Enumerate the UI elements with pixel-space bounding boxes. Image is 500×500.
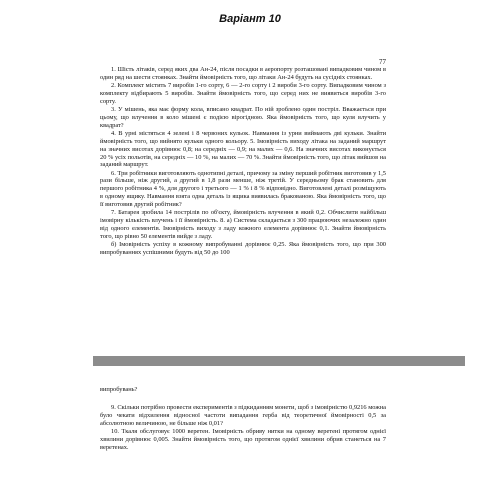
problem-7-8a: 7. Батарея зробила 14 пострілів по об'єкту, ймовірність влучення в який 0,2. Обчислити найбільш імовірну кількість влучень і її ймовірність. 8. а) Система складається з 300 працюючих незалежно один від одного елементів. Імовірність виходу з ладу кожного елемента дорівнює 0,1. Знайти ймовірність того, що рівно 50 елементів вийде з ладу. — [100, 209, 386, 240]
problem-9: 9. Скільки потрібно провести експериментів з підкиданням монети, щоб з імовірністю 0,9216 можна було чекати відхилення відносної частоти випадання герба від теоретичної ймовірності 0,5 за абсолютною величиною, не більше ніж 0,01? — [100, 403, 386, 427]
problem-3: 3. У мішень, яка має форму кола, вписано квадрат. По ній зроблено один постріл. Вважається при цьому, що влучення в коло мішені є подією вірогідною. Яка ймовірність того, що куля влучить у квадрат? — [100, 105, 386, 129]
problem-2: 2. Комплект містить 7 виробів 1-го сорту, 6 — 2-го сорту і 2 вироби 3-го сорту. Випадковим чином з комплекту відбирають 5 виробів. Знайти ймовірність того, що серед них не виявиться виробів 3-го сорту. — [100, 82, 386, 105]
problem-4-5: 4. В урні містяться 4 зелені і 8 червоних кульок. Навмання із урни виймають дві кульки. Знайти ймовірність того, що вийнято кульки одного кольору. 5. Імовірність виходу літака на заданий маршрут на значних висотах дорівнює 0,8; на середніх — 0,9; на малих — 0,6. На значних висотах виконується 20 % усіх польотів, на середніх — 10 %, на малих — 70 %. Знайти ймовірність того, що літак вийшов на заданий маршрут. — [100, 129, 386, 169]
problem-10: 10. Ткаля обслуговує 1000 веретен. Імовірність обриву нитки на одному веретені протягом однієї хвилини дорівнює 0,005. Знайти ймовірність того, що протягом однієї хвилини обрив станеться на 7 веретенах. — [100, 427, 386, 451]
problem-6: 6. Три робітники виготовляють однотипні деталі, причому за зміну перший робітник виготовив у 1,5 рази більше, ніж другий, а другий в 1,8 рази менше, ніж третій. У середньому брак становить для першого робітника 4 %, для другого і третього — 1 % і 8 % відповідно. Виготовлені деталі розміщують в одному ящику. Навмання взята одна деталь із ящика виявилась бракованою. Яка ймовірність того, що її виготовив другий робітник? — [100, 169, 386, 209]
problem-1: 1. Шість літаків, серед яких два Ан-24, після посадки в аеропорту розташовані випадковим чином в один ряд на шести стоянках. Знайти ймовірність того, що літаки Ан-24 будуть на сусідніх стоянках. — [100, 66, 386, 81]
problem-8b-continuation: випробувань? — [100, 386, 138, 393]
variant-title: Варіант 10 — [219, 13, 281, 25]
page-number: 77 — [379, 58, 386, 66]
page-bottom — [100, 386, 386, 452]
problem-list — [100, 66, 386, 257]
page-divider — [93, 356, 465, 366]
problem-8b: б) Імовірність успіху в кожному випробуванні дорівнює 0,25. Яка ймовірність того, що при 300 випробуваннях успішними будуть від 50 до 100 — [100, 241, 386, 256]
